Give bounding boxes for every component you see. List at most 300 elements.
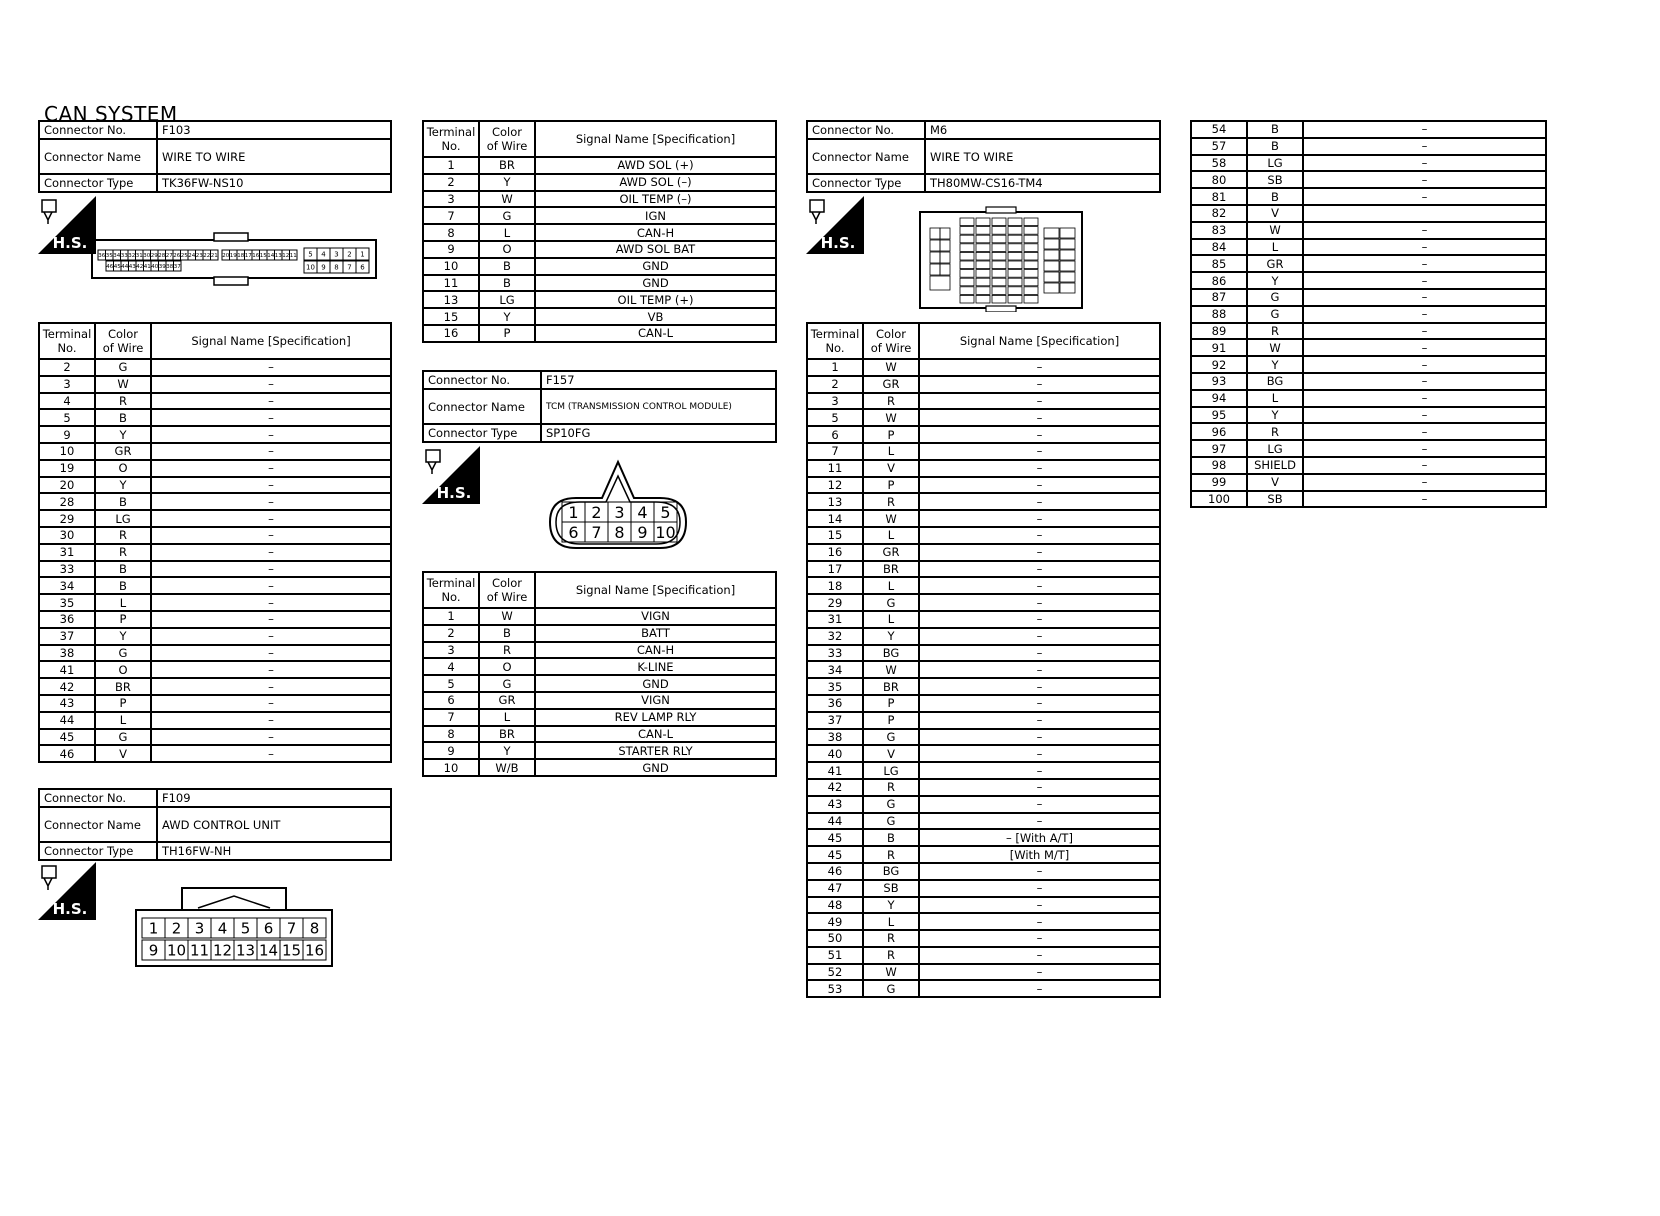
signal-name-cell: [With M/T] bbox=[919, 846, 1160, 863]
table-row bbox=[807, 762, 1160, 779]
wire-color-cell: P bbox=[863, 426, 919, 443]
table-row bbox=[807, 409, 1160, 426]
pin-cell-label: 31 bbox=[135, 252, 143, 259]
wire-color-cell: GR bbox=[479, 692, 535, 709]
pin-cell bbox=[1024, 218, 1038, 226]
pin-cell-label: 25 bbox=[180, 252, 188, 259]
pin-cell-label: 3 bbox=[194, 919, 205, 938]
pin-cell bbox=[976, 235, 990, 243]
table-row bbox=[1191, 407, 1546, 424]
terminal-no-cell: 10 bbox=[423, 759, 479, 776]
pin-cell bbox=[1024, 270, 1038, 278]
table-row bbox=[807, 678, 1160, 695]
terminal-no-cell: 48 bbox=[807, 897, 863, 914]
wire-color-cell: G bbox=[863, 729, 919, 746]
terminal-no-cell: 45 bbox=[807, 846, 863, 863]
pin-cell-label: 24 bbox=[188, 252, 196, 259]
signal-name-cell: – bbox=[1303, 171, 1546, 188]
wire-color-cell: Y bbox=[1247, 272, 1303, 289]
signal-name-cell: – bbox=[919, 729, 1160, 746]
wire-color-cell: R bbox=[863, 947, 919, 964]
signal-name-cell: – bbox=[919, 813, 1160, 830]
terminal-no-cell: 36 bbox=[39, 611, 95, 628]
terminal-no-cell: 8 bbox=[423, 726, 479, 743]
signal-name-cell: – bbox=[151, 443, 391, 460]
wire-color-cell: W/B bbox=[479, 759, 535, 776]
pin-cell bbox=[960, 261, 974, 269]
signal-name-cell: – bbox=[919, 443, 1160, 460]
pin-cell-label: 10 bbox=[306, 263, 315, 272]
wire-color-cell: BR bbox=[863, 561, 919, 578]
wire-color-cell: L bbox=[479, 224, 535, 241]
terminal-no-cell: 16 bbox=[807, 544, 863, 561]
signal-name-cell: – bbox=[1303, 390, 1546, 407]
table-row bbox=[39, 510, 391, 527]
pin-cell-label: 13 bbox=[235, 941, 256, 960]
pin-cell bbox=[1044, 239, 1059, 249]
connector-info-f103: Connector No. F103 Connector Name WIRE TO WIRE Connector Type TK36FW-NS10 bbox=[38, 120, 392, 193]
wire-color-cell: V bbox=[863, 460, 919, 477]
pin-cell-label: 1 bbox=[360, 250, 365, 259]
signal-name-cell: – bbox=[1303, 222, 1546, 239]
pin-cell-label: 41 bbox=[143, 263, 151, 270]
wire-color-cell: G bbox=[863, 796, 919, 813]
pin-cell-label: 1 bbox=[148, 919, 159, 938]
pin-cell-label: 3 bbox=[334, 250, 339, 259]
wire-color-cell: Y bbox=[479, 174, 535, 191]
wire-color-cell: Y bbox=[1247, 407, 1303, 424]
pin-cell bbox=[930, 276, 950, 290]
wire-color-cell: R bbox=[479, 642, 535, 659]
table-row bbox=[807, 745, 1160, 762]
pin-cell bbox=[1024, 295, 1038, 303]
pin-cell bbox=[1044, 261, 1059, 271]
signal-name-cell: – bbox=[919, 594, 1160, 611]
terminal-no-cell: 46 bbox=[39, 745, 95, 762]
svg-text:H.S.: H.S. bbox=[52, 900, 88, 918]
wire-color-cell: W bbox=[479, 191, 535, 208]
wire-color-cell: SB bbox=[863, 880, 919, 897]
wire-color-cell: R bbox=[95, 527, 151, 544]
signal-name-cell: – bbox=[151, 460, 391, 477]
signal-name-cell: – bbox=[151, 577, 391, 594]
pin-cell-label: 15 bbox=[281, 941, 302, 960]
table-row bbox=[807, 376, 1160, 393]
connector-type: TH16FW-NH bbox=[157, 842, 391, 860]
table-row bbox=[807, 813, 1160, 830]
table-row bbox=[423, 241, 776, 258]
pin-cell bbox=[960, 218, 974, 226]
pin-cell bbox=[992, 261, 1006, 269]
terminal-no-cell: 20 bbox=[39, 477, 95, 494]
signal-name-cell: – bbox=[1303, 323, 1546, 340]
wire-color-cell: Y bbox=[863, 628, 919, 645]
signal-name-cell: – bbox=[919, 745, 1160, 762]
table-row bbox=[1191, 222, 1546, 239]
pin-cell bbox=[1008, 261, 1022, 269]
pin-cell bbox=[960, 252, 974, 260]
wire-color-cell: L bbox=[1247, 239, 1303, 256]
signal-name-cell: REV LAMP RLY bbox=[535, 709, 776, 726]
terminal-no-cell: 5 bbox=[423, 675, 479, 692]
svg-text:H.S.: H.S. bbox=[52, 234, 88, 252]
terminal-no-cell: 42 bbox=[807, 779, 863, 796]
wire-color-cell: L bbox=[863, 527, 919, 544]
pin-cell-label: 14 bbox=[258, 941, 279, 960]
table-row bbox=[423, 174, 776, 191]
table-row bbox=[1191, 440, 1546, 457]
pin-cell bbox=[940, 264, 950, 275]
wire-color-cell: R bbox=[863, 493, 919, 510]
terminal-no-cell: 13 bbox=[423, 291, 479, 308]
wire-color-cell: R bbox=[863, 930, 919, 947]
pin-cell-label: 5 bbox=[660, 502, 671, 522]
pin-cell-label: 46 bbox=[106, 263, 114, 270]
pin-cell bbox=[1060, 228, 1075, 238]
table-row bbox=[807, 510, 1160, 527]
wire-color-cell: L bbox=[1247, 390, 1303, 407]
pin-cell-label: 21 bbox=[210, 252, 218, 259]
signal-name-cell: – bbox=[151, 376, 391, 393]
wire-color-cell: LG bbox=[95, 510, 151, 527]
signal-name-cell: – bbox=[919, 510, 1160, 527]
wire-color-cell: G bbox=[1247, 306, 1303, 323]
wire-color-cell: R bbox=[1247, 423, 1303, 440]
wire-color-cell: P bbox=[95, 611, 151, 628]
table-row bbox=[1191, 272, 1546, 289]
terminal-no-cell: 18 bbox=[807, 577, 863, 594]
pin-cell bbox=[1060, 283, 1075, 293]
signal-name-cell: – bbox=[151, 527, 391, 544]
signal-name-cell: – bbox=[151, 611, 391, 628]
terminal-no-cell: 11 bbox=[807, 460, 863, 477]
signal-name-cell: – bbox=[151, 493, 391, 510]
terminal-no-cell: 14 bbox=[807, 510, 863, 527]
table-row bbox=[807, 846, 1160, 863]
table-row bbox=[39, 409, 391, 426]
wire-color-cell: SB bbox=[1247, 171, 1303, 188]
connector-name: AWD CONTROL UNIT bbox=[157, 807, 391, 842]
connector-f157-diagram bbox=[546, 458, 692, 554]
terminal-no-cell: 33 bbox=[39, 561, 95, 578]
signal-name-cell: – bbox=[151, 628, 391, 645]
table-row bbox=[807, 628, 1160, 645]
signal-name-cell: – bbox=[1303, 138, 1546, 155]
pin-cell bbox=[940, 252, 950, 263]
table-row bbox=[39, 460, 391, 477]
pin-cell bbox=[960, 278, 974, 286]
table-row bbox=[423, 275, 776, 292]
pin-cell bbox=[930, 228, 940, 239]
terminal-no-cell: 52 bbox=[807, 964, 863, 981]
table-row bbox=[1191, 373, 1546, 390]
col-signal-name: Signal Name [Specification] bbox=[151, 323, 391, 359]
wire-color-cell: G bbox=[95, 729, 151, 746]
signal-name-cell: – bbox=[919, 577, 1160, 594]
terminal-no-cell: 28 bbox=[39, 493, 95, 510]
terminal-no-cell: 3 bbox=[39, 376, 95, 393]
terminal-no-cell: 7 bbox=[423, 709, 479, 726]
wire-color-cell: W bbox=[863, 964, 919, 981]
terminal-no-cell: 2 bbox=[39, 359, 95, 376]
signal-name-cell: – [With A/T] bbox=[919, 829, 1160, 846]
pin-cell-label: 2 bbox=[591, 502, 602, 522]
signal-name-cell: – bbox=[1303, 339, 1546, 356]
wire-color-cell: W bbox=[479, 608, 535, 625]
pin-cell-label: 11 bbox=[289, 252, 297, 259]
signal-name-cell: – bbox=[1303, 474, 1546, 491]
pin-cell bbox=[940, 228, 950, 239]
signal-name-cell: CAN-H bbox=[535, 224, 776, 241]
signal-name-cell: – bbox=[1303, 407, 1546, 424]
pin-cell bbox=[1008, 287, 1022, 295]
wire-color-cell: W bbox=[863, 661, 919, 678]
pin-cell-label: 3 bbox=[614, 502, 625, 522]
terminal-no-cell: 87 bbox=[1191, 289, 1247, 306]
signal-name-cell: – bbox=[919, 393, 1160, 410]
wire-color-cell: L bbox=[863, 611, 919, 628]
pin-cell-label: 8 bbox=[614, 522, 625, 542]
connector-no: F103 bbox=[157, 121, 391, 139]
terminal-no-cell: 80 bbox=[1191, 171, 1247, 188]
table-row bbox=[423, 658, 776, 675]
wire-color-cell: L bbox=[479, 709, 535, 726]
table-row bbox=[807, 460, 1160, 477]
terminal-no-cell: 9 bbox=[423, 241, 479, 258]
table-row bbox=[423, 625, 776, 642]
pin-cell bbox=[976, 244, 990, 252]
terminal-no-cell: 5 bbox=[39, 409, 95, 426]
terminal-no-cell: 1 bbox=[423, 608, 479, 625]
wire-color-cell: O bbox=[479, 658, 535, 675]
table-row bbox=[39, 745, 391, 762]
pin-cell-label: 35 bbox=[105, 252, 113, 259]
terminal-no-cell: 33 bbox=[807, 645, 863, 662]
signal-name-cell: – bbox=[151, 409, 391, 426]
pin-cell-label: 12 bbox=[282, 252, 290, 259]
pin-cell-label: 2 bbox=[347, 250, 352, 259]
pin-cell bbox=[1008, 235, 1022, 243]
terminal-no-cell: 2 bbox=[423, 174, 479, 191]
pin-cell bbox=[976, 295, 990, 303]
table-row bbox=[807, 477, 1160, 494]
pin-cell-label: 36 bbox=[98, 252, 106, 259]
pin-cell-label: 6 bbox=[360, 263, 365, 272]
wire-color-cell: GR bbox=[863, 376, 919, 393]
terminal-no-cell: 98 bbox=[1191, 457, 1247, 474]
wire-color-cell: BR bbox=[479, 157, 535, 174]
table-row bbox=[807, 359, 1160, 376]
table-row bbox=[1191, 205, 1546, 222]
signal-name-cell: – bbox=[919, 628, 1160, 645]
wire-color-cell: B bbox=[1247, 188, 1303, 205]
wire-color-cell: BR bbox=[479, 726, 535, 743]
terminal-no-cell: 54 bbox=[1191, 121, 1247, 138]
pin-cell bbox=[1008, 278, 1022, 286]
pin-cell bbox=[960, 227, 974, 235]
table-row bbox=[1191, 171, 1546, 188]
terminal-no-cell: 34 bbox=[807, 661, 863, 678]
signal-name-cell: – bbox=[919, 762, 1160, 779]
signal-name-cell: VB bbox=[535, 308, 776, 325]
signal-name-cell: – bbox=[151, 393, 391, 410]
wire-color-cell: Y bbox=[863, 897, 919, 914]
wire-color-cell: G bbox=[1247, 289, 1303, 306]
terminal-no-cell: 1 bbox=[807, 359, 863, 376]
pin-cell-label: 4 bbox=[321, 250, 326, 259]
terminal-no-cell: 4 bbox=[39, 393, 95, 410]
table-row bbox=[807, 947, 1160, 964]
signal-name-cell: BATT bbox=[535, 625, 776, 642]
wire-color-cell: L bbox=[863, 443, 919, 460]
wire-color-cell: P bbox=[95, 695, 151, 712]
signal-name-cell: – bbox=[151, 544, 391, 561]
wire-color-cell: LG bbox=[1247, 155, 1303, 172]
signal-name-cell: K-LINE bbox=[535, 658, 776, 675]
terminal-no-cell: 36 bbox=[807, 695, 863, 712]
pin-cell bbox=[992, 270, 1006, 278]
signal-name-cell: – bbox=[151, 661, 391, 678]
pin-cell bbox=[1008, 218, 1022, 226]
signal-name-cell: – bbox=[919, 611, 1160, 628]
signal-name-cell: – bbox=[1303, 272, 1546, 289]
terminal-no-cell: 35 bbox=[807, 678, 863, 695]
pin-cell-label: 9 bbox=[637, 522, 648, 542]
pin-cell bbox=[1008, 244, 1022, 252]
terminal-no-cell: 10 bbox=[423, 258, 479, 275]
wire-color-cell: V bbox=[1247, 474, 1303, 491]
signal-name-cell: GND bbox=[535, 675, 776, 692]
wire-color-cell: V bbox=[863, 745, 919, 762]
terminal-no-cell: 29 bbox=[39, 510, 95, 527]
harness-side-icon bbox=[38, 196, 96, 254]
wire-color-cell: B bbox=[95, 577, 151, 594]
terminal-no-cell: 94 bbox=[1191, 390, 1247, 407]
pin-cell-label: 43 bbox=[128, 263, 136, 270]
terminal-no-cell: 4 bbox=[423, 658, 479, 675]
table-row bbox=[423, 726, 776, 743]
wire-color-cell: P bbox=[863, 695, 919, 712]
pin-cell bbox=[960, 270, 974, 278]
table-row bbox=[807, 863, 1160, 880]
signal-name-cell: – bbox=[919, 712, 1160, 729]
connector-info-m6: Connector No. M6 Connector Name WIRE TO WIRE Connector Type TH80MW-CS16-TM4 bbox=[806, 120, 1161, 193]
pin-table-m6-part2 bbox=[1190, 120, 1547, 508]
pin-cell-label: 30 bbox=[143, 252, 151, 259]
table-row bbox=[807, 527, 1160, 544]
signal-name-cell: – bbox=[151, 359, 391, 376]
terminal-no-cell: 84 bbox=[1191, 239, 1247, 256]
pin-cell bbox=[1024, 252, 1038, 260]
table-row bbox=[39, 594, 391, 611]
signal-name-cell: – bbox=[1303, 239, 1546, 256]
connector-type: TK36FW-NS10 bbox=[157, 174, 391, 192]
signal-name-cell: – bbox=[1303, 121, 1546, 138]
signal-name-cell: – bbox=[151, 510, 391, 527]
connector-no: M6 bbox=[925, 121, 1160, 139]
terminal-no-cell: 16 bbox=[423, 325, 479, 342]
wire-color-cell: Y bbox=[1247, 356, 1303, 373]
signal-name-cell: OIL TEMP (+) bbox=[535, 291, 776, 308]
table-row bbox=[1191, 323, 1546, 340]
pin-cell bbox=[960, 235, 974, 243]
table-row bbox=[1191, 155, 1546, 172]
wire-color-cell: W bbox=[95, 376, 151, 393]
table-row bbox=[39, 393, 391, 410]
pin-cell-label: 13 bbox=[274, 252, 282, 259]
pin-cell-label: 26 bbox=[173, 252, 181, 259]
connector-no: F109 bbox=[157, 789, 391, 807]
pin-cell-label: 39 bbox=[158, 263, 166, 270]
pin-cell bbox=[960, 287, 974, 295]
terminal-no-cell: 13 bbox=[807, 493, 863, 510]
wire-color-cell: GR bbox=[95, 443, 151, 460]
terminal-no-cell: 6 bbox=[807, 426, 863, 443]
terminal-no-cell: 9 bbox=[39, 426, 95, 443]
wire-color-cell: B bbox=[479, 625, 535, 642]
table-row bbox=[423, 291, 776, 308]
wire-color-cell: G bbox=[479, 207, 535, 224]
wire-color-cell: O bbox=[479, 241, 535, 258]
wire-color-cell: R bbox=[95, 393, 151, 410]
pin-cell bbox=[940, 240, 950, 251]
table-row bbox=[1191, 423, 1546, 440]
pin-cell-label: 6 bbox=[263, 919, 274, 938]
wire-color-cell: G bbox=[95, 645, 151, 662]
signal-name-cell: – bbox=[919, 947, 1160, 964]
table-row bbox=[423, 608, 776, 625]
signal-name-cell: – bbox=[1303, 457, 1546, 474]
table-row bbox=[39, 544, 391, 561]
pin-cell-label: 9 bbox=[148, 941, 159, 960]
table-row bbox=[423, 709, 776, 726]
wire-color-cell: B bbox=[95, 493, 151, 510]
table-row bbox=[423, 325, 776, 342]
table-row bbox=[39, 376, 391, 393]
table-row bbox=[1191, 239, 1546, 256]
pin-cell bbox=[1024, 261, 1038, 269]
terminal-no-cell: 2 bbox=[807, 376, 863, 393]
table-row bbox=[807, 930, 1160, 947]
pin-cell-label: 44 bbox=[121, 263, 129, 270]
pin-cell bbox=[992, 278, 1006, 286]
terminal-no-cell: 88 bbox=[1191, 306, 1247, 323]
wire-color-cell: L bbox=[863, 913, 919, 930]
col-color-of-wire: Color of Wire bbox=[95, 323, 151, 359]
signal-name-cell: AWD SOL BAT bbox=[535, 241, 776, 258]
pin-cell bbox=[1044, 228, 1059, 238]
pin-cell bbox=[1024, 244, 1038, 252]
wire-color-cell: W bbox=[863, 510, 919, 527]
svg-text:H.S.: H.S. bbox=[436, 484, 472, 502]
terminal-no-cell: 30 bbox=[39, 527, 95, 544]
table-row bbox=[807, 426, 1160, 443]
pin-cell bbox=[976, 278, 990, 286]
terminal-no-cell: 85 bbox=[1191, 255, 1247, 272]
terminal-no-cell: 1 bbox=[423, 157, 479, 174]
terminal-no-cell: 3 bbox=[423, 191, 479, 208]
pin-cell bbox=[992, 235, 1006, 243]
pin-cell bbox=[930, 240, 940, 251]
pin-cell-label: 37 bbox=[173, 263, 181, 270]
pin-cell bbox=[1044, 272, 1059, 282]
page-title: CAN SYSTEM bbox=[44, 102, 178, 126]
pin-cell-label: 12 bbox=[212, 941, 233, 960]
table-row bbox=[807, 712, 1160, 729]
wire-color-cell: BG bbox=[1247, 373, 1303, 390]
signal-name-cell: – bbox=[919, 561, 1160, 578]
pin-cell-label: 19 bbox=[229, 252, 237, 259]
